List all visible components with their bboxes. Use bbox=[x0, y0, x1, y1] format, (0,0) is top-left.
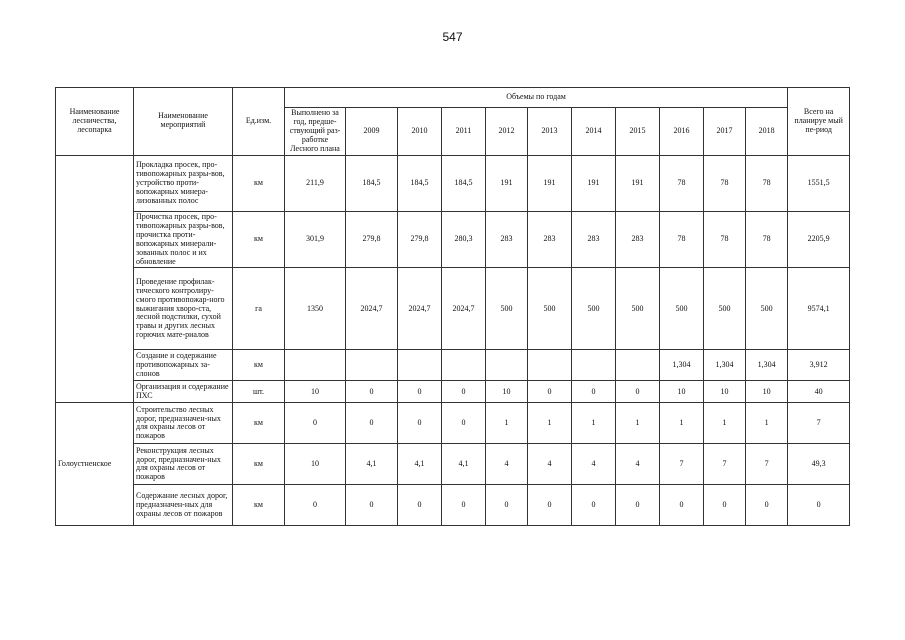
value-cell bbox=[572, 350, 616, 381]
prev-cell: 211,9 bbox=[285, 155, 346, 211]
value-cell: 0 bbox=[616, 485, 660, 526]
header-unit: Ед.изм. bbox=[233, 88, 285, 156]
value-cell: 283 bbox=[528, 211, 572, 268]
total-cell: 9574,1 bbox=[788, 268, 850, 350]
header-year: 2010 bbox=[398, 108, 442, 156]
total-cell: 3,912 bbox=[788, 350, 850, 381]
value-cell: 78 bbox=[746, 211, 788, 268]
header-year: 2015 bbox=[616, 108, 660, 156]
header-year: 2016 bbox=[660, 108, 704, 156]
unit-cell: км bbox=[233, 211, 285, 268]
value-cell: 0 bbox=[486, 485, 528, 526]
value-cell bbox=[442, 350, 486, 381]
forest-fire-measures-table bbox=[55, 87, 850, 526]
table-row bbox=[56, 211, 850, 268]
value-cell: 283 bbox=[572, 211, 616, 268]
forestry-cell-empty bbox=[56, 155, 134, 403]
total-cell: 1551,5 bbox=[788, 155, 850, 211]
value-cell: 2024,7 bbox=[398, 268, 442, 350]
header-year: 2014 bbox=[572, 108, 616, 156]
value-cell: 279,8 bbox=[346, 211, 398, 268]
value-cell: 0 bbox=[528, 381, 572, 403]
value-cell: 2024,7 bbox=[442, 268, 486, 350]
value-cell: 7 bbox=[746, 444, 788, 485]
value-cell: 1 bbox=[528, 403, 572, 444]
activity-cell: Создание и содержание противопожарных за-слонов bbox=[134, 350, 233, 381]
value-cell: 0 bbox=[346, 381, 398, 403]
value-cell: 1 bbox=[486, 403, 528, 444]
prev-cell: 10 bbox=[285, 381, 346, 403]
value-cell: 279,8 bbox=[398, 211, 442, 268]
value-cell: 500 bbox=[528, 268, 572, 350]
value-cell: 191 bbox=[572, 155, 616, 211]
total-cell: 49,3 bbox=[788, 444, 850, 485]
value-cell: 280,3 bbox=[442, 211, 486, 268]
value-cell: 0 bbox=[398, 403, 442, 444]
header-forestry: Наименование лесничества, лесопарка bbox=[56, 88, 134, 156]
value-cell: 500 bbox=[572, 268, 616, 350]
value-cell: 191 bbox=[528, 155, 572, 211]
table-row bbox=[56, 444, 850, 485]
prev-cell bbox=[285, 350, 346, 381]
value-cell: 1 bbox=[616, 403, 660, 444]
prev-cell: 10 bbox=[285, 444, 346, 485]
value-cell bbox=[528, 350, 572, 381]
header-prev-year: Выполнено за год, предше-ствующий раз-работке Лесного плана bbox=[285, 108, 346, 156]
value-cell: 500 bbox=[704, 268, 746, 350]
activity-cell: Прочистка просек, про-тивопожарных разры-вов, прочистка проти-вопожарных минерали-зованных полос и их обновление bbox=[134, 211, 233, 268]
value-cell: 0 bbox=[616, 381, 660, 403]
value-cell: 4 bbox=[616, 444, 660, 485]
value-cell: 184,5 bbox=[398, 155, 442, 211]
table-row bbox=[56, 155, 850, 211]
table-row bbox=[56, 485, 850, 526]
header-row-top bbox=[56, 88, 850, 108]
value-cell: 0 bbox=[398, 485, 442, 526]
value-cell: 2024,7 bbox=[346, 268, 398, 350]
unit-cell: км bbox=[233, 485, 285, 526]
header-year: 2009 bbox=[346, 108, 398, 156]
value-cell: 1,304 bbox=[660, 350, 704, 381]
value-cell: 10 bbox=[486, 381, 528, 403]
value-cell: 4,1 bbox=[398, 444, 442, 485]
value-cell: 78 bbox=[660, 155, 704, 211]
value-cell: 500 bbox=[660, 268, 704, 350]
unit-cell: км bbox=[233, 350, 285, 381]
prev-cell: 0 bbox=[285, 403, 346, 444]
unit-cell: км bbox=[233, 155, 285, 211]
prev-cell: 1350 bbox=[285, 268, 346, 350]
value-cell: 500 bbox=[486, 268, 528, 350]
value-cell: 283 bbox=[486, 211, 528, 268]
activity-cell: Содержание лесных дорог, предназначен-ных для охраны лесов от пожаров bbox=[134, 485, 233, 526]
header-year: 2011 bbox=[442, 108, 486, 156]
value-cell: 4 bbox=[528, 444, 572, 485]
value-cell: 1,304 bbox=[746, 350, 788, 381]
value-cell: 78 bbox=[704, 211, 746, 268]
value-cell: 0 bbox=[572, 381, 616, 403]
value-cell: 0 bbox=[572, 485, 616, 526]
value-cell: 184,5 bbox=[346, 155, 398, 211]
total-cell: 2205,9 bbox=[788, 211, 850, 268]
value-cell: 4 bbox=[486, 444, 528, 485]
value-cell: 0 bbox=[660, 485, 704, 526]
activity-cell: Организация и содержание ПХС bbox=[134, 381, 233, 403]
value-cell: 1,304 bbox=[704, 350, 746, 381]
value-cell: 191 bbox=[486, 155, 528, 211]
header-volumes-by-year: Объемы по годам bbox=[285, 88, 788, 108]
value-cell: 1 bbox=[704, 403, 746, 444]
total-cell: 40 bbox=[788, 381, 850, 403]
value-cell bbox=[346, 350, 398, 381]
value-cell: 4,1 bbox=[346, 444, 398, 485]
unit-cell: км bbox=[233, 444, 285, 485]
header-year: 2012 bbox=[486, 108, 528, 156]
value-cell: 500 bbox=[616, 268, 660, 350]
value-cell: 10 bbox=[704, 381, 746, 403]
table-row bbox=[56, 268, 850, 350]
activity-cell: Проведение профилак-тического контролиру-смого противопожар-ного выжигания хворо-ста, лесной подстилки, сухой травы и других лесных горючих мате-риалов bbox=[134, 268, 233, 350]
unit-cell: км bbox=[233, 403, 285, 444]
value-cell: 4,1 bbox=[442, 444, 486, 485]
value-cell: 0 bbox=[704, 485, 746, 526]
value-cell: 10 bbox=[660, 381, 704, 403]
value-cell: 4 bbox=[572, 444, 616, 485]
total-cell: 7 bbox=[788, 403, 850, 444]
value-cell: 7 bbox=[704, 444, 746, 485]
value-cell: 0 bbox=[442, 381, 486, 403]
prev-cell: 0 bbox=[285, 485, 346, 526]
value-cell: 78 bbox=[660, 211, 704, 268]
header-year: 2017 bbox=[704, 108, 746, 156]
header-year: 2013 bbox=[528, 108, 572, 156]
value-cell bbox=[486, 350, 528, 381]
prev-cell: 301,9 bbox=[285, 211, 346, 268]
forestry-name-cell: Голоустненское bbox=[56, 403, 134, 526]
value-cell bbox=[398, 350, 442, 381]
activity-cell: Строительство лесных дорог, предназначен-ных для охраны лесов от пожаров bbox=[134, 403, 233, 444]
total-cell: 0 bbox=[788, 485, 850, 526]
value-cell: 184,5 bbox=[442, 155, 486, 211]
table-row bbox=[56, 403, 850, 444]
value-cell: 0 bbox=[346, 485, 398, 526]
value-cell: 78 bbox=[746, 155, 788, 211]
value-cell: 0 bbox=[346, 403, 398, 444]
value-cell: 500 bbox=[746, 268, 788, 350]
value-cell: 0 bbox=[746, 485, 788, 526]
page-number: 547 bbox=[442, 30, 463, 44]
activity-cell: Прокладка просек, про-тивопожарных разры-вов, устройство проти-вопожарных минера-лизованных полос bbox=[134, 155, 233, 211]
unit-cell: га bbox=[233, 268, 285, 350]
value-cell: 7 bbox=[660, 444, 704, 485]
value-cell: 1 bbox=[746, 403, 788, 444]
value-cell: 0 bbox=[528, 485, 572, 526]
unit-cell: шт. bbox=[233, 381, 285, 403]
value-cell: 0 bbox=[398, 381, 442, 403]
value-cell: 78 bbox=[704, 155, 746, 211]
value-cell: 0 bbox=[442, 485, 486, 526]
header-activity: Наименование мероприятий bbox=[134, 88, 233, 156]
value-cell: 283 bbox=[616, 211, 660, 268]
value-cell: 10 bbox=[746, 381, 788, 403]
value-cell: 1 bbox=[572, 403, 616, 444]
header-year: 2018 bbox=[746, 108, 788, 156]
table-row bbox=[56, 381, 850, 403]
value-cell: 1 bbox=[660, 403, 704, 444]
header-total: Всего на планируе мый пе-риод bbox=[788, 88, 850, 156]
value-cell: 191 bbox=[616, 155, 660, 211]
value-cell: 0 bbox=[442, 403, 486, 444]
value-cell bbox=[616, 350, 660, 381]
table-row bbox=[56, 350, 850, 381]
activity-cell: Реконструкция лесных дорог, предназначен-ных для охраны лесов от пожаров bbox=[134, 444, 233, 485]
